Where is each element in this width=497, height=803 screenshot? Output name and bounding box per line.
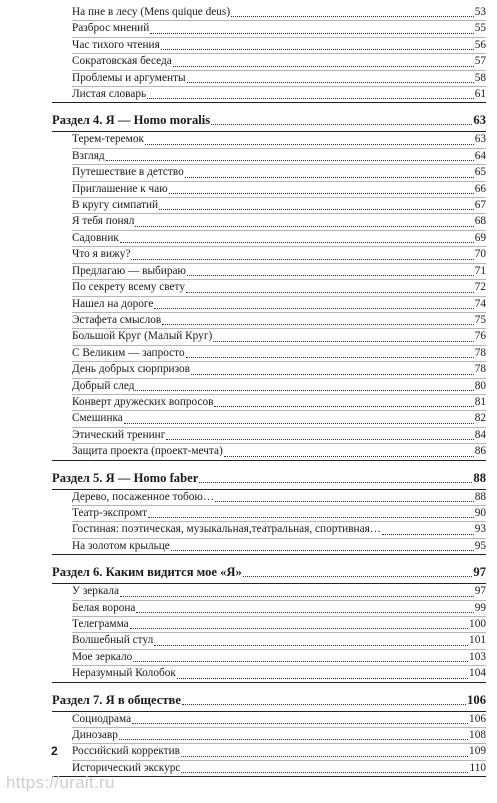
dot-leader <box>213 341 473 342</box>
dot-leader <box>382 534 474 535</box>
dot-leader <box>124 423 474 424</box>
dot-leader <box>161 49 474 50</box>
toc-entry[interactable] <box>72 506 486 522</box>
entry-page-number: 57 <box>474 55 486 68</box>
dot-leader <box>177 678 468 679</box>
toc-entry[interactable] <box>72 264 486 280</box>
entry-title: На золотом крыльце <box>72 539 170 552</box>
toc-section <box>52 461 486 556</box>
toc-entry[interactable] <box>72 428 486 444</box>
entry-page-number: 97 <box>474 585 486 598</box>
dot-leader <box>186 357 474 358</box>
toc-entry[interactable] <box>72 633 486 649</box>
entry-title: Конверт дружеских вопросов <box>72 395 214 408</box>
dot-leader <box>150 33 473 34</box>
dot-leader <box>154 308 473 309</box>
dot-leader <box>159 209 474 210</box>
dot-leader <box>214 406 473 407</box>
toc-entry[interactable] <box>72 38 486 54</box>
dot-leader <box>199 482 472 483</box>
entry-page-number: 106 <box>469 712 486 725</box>
toc-section <box>52 103 486 460</box>
toc-entry[interactable] <box>72 728 486 744</box>
entry-page-number: 72 <box>474 281 486 294</box>
toc-entry[interactable] <box>72 149 486 165</box>
entry-page-number: 58 <box>474 71 486 84</box>
toc-entry[interactable] <box>72 21 486 37</box>
dot-leader <box>169 193 474 194</box>
entry-title: Российский корректив <box>72 745 180 758</box>
entry-page-number: 66 <box>474 182 486 195</box>
entry-title: Театр-экспромт <box>72 506 148 519</box>
dot-leader <box>182 704 466 705</box>
dot-leader <box>211 124 472 125</box>
entry-page-number: 69 <box>474 231 486 244</box>
entry-title: Гостиная: поэтическая, музыкальная,театральная, спортивная… <box>72 523 382 536</box>
entry-title: Неразумный Колобок <box>72 667 176 680</box>
section-page-number: 88 <box>473 470 486 485</box>
section-page-number: 106 <box>467 692 486 707</box>
dot-leader <box>187 82 474 83</box>
toc-entry[interactable] <box>72 313 486 329</box>
dot-leader <box>131 259 473 260</box>
toc-entry[interactable] <box>72 231 486 247</box>
toc-entry[interactable] <box>72 666 486 681</box>
entry-page-number: 74 <box>474 297 486 310</box>
toc-entry[interactable] <box>72 395 486 411</box>
entry-title: По секрету всему свету <box>72 281 185 294</box>
entry-title: Смешинка <box>72 412 123 425</box>
entry-page-number: 56 <box>474 38 486 51</box>
entry-page-number: 110 <box>469 761 486 774</box>
entry-page-number: 101 <box>469 634 486 647</box>
entry-page-number: 109 <box>469 745 486 758</box>
toc-entry[interactable] <box>72 165 486 181</box>
page-number: 2 <box>51 744 58 758</box>
dot-leader <box>171 550 474 551</box>
section-heading[interactable] <box>52 103 486 132</box>
entry-title: День добрых сюрпризов <box>72 363 190 376</box>
dot-leader <box>186 292 474 293</box>
entry-page-number: 78 <box>474 346 486 359</box>
entry-page-number: 61 <box>474 88 486 101</box>
section-title: Раздел 4. Я — Homo moralis <box>52 113 211 128</box>
entry-title: Социодрама <box>72 712 132 725</box>
entry-title: Защита проекта (проект-мечта) <box>72 445 223 458</box>
dot-leader <box>181 756 468 757</box>
dot-leader <box>154 645 468 646</box>
entry-page-number: 70 <box>474 248 486 261</box>
entry-title: Что я вижу? <box>72 248 131 261</box>
entry-page-number: 84 <box>474 428 486 441</box>
entry-title: Белая ворона <box>72 601 136 614</box>
entry-page-number: 76 <box>474 330 486 343</box>
section-heading[interactable] <box>52 683 486 712</box>
entry-title: Эстафета смыслов <box>72 313 162 326</box>
toc-entry[interactable] <box>72 584 486 600</box>
entry-title: Телеграмма <box>72 618 129 630</box>
toc-entry[interactable] <box>72 329 486 345</box>
entry-title: Час тихого чтения <box>72 38 160 51</box>
dot-leader <box>130 628 468 629</box>
toc-entry[interactable] <box>72 617 486 633</box>
toc-entry[interactable] <box>72 182 486 198</box>
entry-page-number: 78 <box>474 363 486 376</box>
dot-leader <box>243 576 473 577</box>
entry-title: У зеркала <box>72 585 120 598</box>
entry-page-number: 75 <box>474 313 486 326</box>
dot-leader <box>120 596 474 597</box>
dot-leader <box>181 772 468 773</box>
entry-page-number: 64 <box>474 149 486 162</box>
dot-leader <box>136 612 473 613</box>
dot-leader <box>120 242 474 243</box>
dot-leader <box>135 390 473 391</box>
toc-entry[interactable] <box>72 54 486 70</box>
toc-entry[interactable] <box>72 87 486 102</box>
dot-leader <box>147 98 474 99</box>
entry-page-number: 93 <box>474 523 486 536</box>
toc-entry[interactable] <box>72 132 486 148</box>
entry-title: Мое зеркало <box>72 650 133 663</box>
entry-page-number: 71 <box>474 264 486 277</box>
dot-leader <box>132 723 468 724</box>
entry-page-number: 95 <box>474 539 486 552</box>
section-title: Раздел 6. Каким видится мое «Я» <box>52 565 242 580</box>
entry-title: Этический тренинг <box>72 428 166 441</box>
section-page-number: 63 <box>473 113 486 128</box>
toc-entry[interactable] <box>72 362 486 378</box>
entry-title: Проблемы и аргументы <box>72 71 186 84</box>
entry-title: С Великим — запросто <box>72 346 185 359</box>
dot-leader <box>148 517 474 518</box>
entry-page-number: 100 <box>469 618 486 630</box>
entry-page-number: 82 <box>474 412 486 425</box>
entry-page-number: 86 <box>474 445 486 458</box>
toc-entry[interactable] <box>72 490 486 506</box>
entry-title: Дерево, посаженное тобою… <box>72 490 215 503</box>
watermark: https://urait.ru <box>6 773 115 792</box>
toc-entry[interactable] <box>72 280 486 296</box>
entry-page-number: 68 <box>474 215 486 228</box>
entry-title: Нашел на дороге <box>72 297 154 310</box>
toc-entry[interactable] <box>72 539 486 554</box>
toc-section <box>52 683 486 778</box>
toc-entry[interactable] <box>72 198 486 214</box>
entry-page-number: 80 <box>474 379 486 392</box>
entry-title: Динозавр <box>72 729 118 742</box>
entry-title: Терем-теремок <box>72 133 144 146</box>
entry-page-number: 88 <box>474 490 486 503</box>
entry-page-number: 55 <box>474 22 486 35</box>
toc-entry[interactable] <box>72 744 486 760</box>
entry-page-number: 108 <box>469 729 486 742</box>
toc-entry[interactable] <box>72 5 486 21</box>
entry-title: Я тебя понял <box>72 215 135 228</box>
toc-entry[interactable] <box>72 650 486 666</box>
dot-leader <box>187 275 474 276</box>
entry-page-number: 103 <box>469 650 486 663</box>
entry-page-number: 104 <box>469 667 486 680</box>
entry-title: Садовник <box>72 231 119 244</box>
entry-title: Волшебный стул <box>72 634 154 647</box>
toc-entry[interactable] <box>72 411 486 427</box>
toc-entry[interactable] <box>72 297 486 313</box>
table-of-contents <box>52 5 486 777</box>
toc-entry[interactable] <box>72 522 486 538</box>
toc-section <box>52 555 486 682</box>
section-title: Раздел 5. Я — Homo faber <box>52 470 199 485</box>
dot-leader <box>162 324 474 325</box>
toc-entry[interactable] <box>72 71 486 87</box>
entry-page-number: 67 <box>474 199 486 212</box>
toc-section <box>52 5 486 103</box>
dot-leader <box>231 16 474 17</box>
dot-leader <box>173 66 474 67</box>
dot-leader <box>119 739 468 740</box>
entry-title: В кругу симпатий <box>72 199 159 212</box>
section-heading[interactable] <box>52 555 486 584</box>
dot-leader <box>185 177 474 178</box>
section-title: Раздел 7. Я в обществе <box>52 692 181 707</box>
dot-leader <box>166 439 473 440</box>
entry-title: На пне в лесу (Mens quique deus) <box>72 6 231 18</box>
dot-leader <box>215 501 474 502</box>
toc-entry[interactable] <box>72 346 486 362</box>
entry-title: Разброс мнений <box>72 22 150 35</box>
entry-title: Листая словарь <box>72 88 147 101</box>
entry-title: Исторический экскурс <box>72 761 181 774</box>
toc-entry[interactable] <box>72 444 486 459</box>
dot-leader <box>135 226 473 227</box>
toc-entry[interactable] <box>72 761 486 776</box>
dot-leader <box>145 144 474 145</box>
entry-title: Взгляд <box>72 149 105 162</box>
toc-entry[interactable] <box>72 712 486 728</box>
entry-page-number: 63 <box>474 133 486 146</box>
section-heading[interactable] <box>52 461 486 490</box>
entry-title: Большой Круг (Малый Круг) <box>72 330 213 343</box>
entry-title: Путешествие в детство <box>72 166 184 179</box>
dot-leader <box>133 661 468 662</box>
entry-title: Предлагаю — выбираю <box>72 264 186 277</box>
entry-page-number: 53 <box>474 6 486 18</box>
entry-title: Сократовская беседа <box>72 55 172 68</box>
entry-page-number: 90 <box>474 506 486 519</box>
toc-entry[interactable] <box>72 601 486 617</box>
dot-leader <box>191 374 474 375</box>
dot-leader <box>224 456 474 457</box>
entry-title: Приглашение к чаю <box>72 182 168 195</box>
dot-leader <box>106 160 474 161</box>
entry-page-number: 81 <box>474 395 486 408</box>
toc-entry[interactable] <box>72 247 486 263</box>
toc-entry[interactable] <box>72 214 486 230</box>
entry-page-number: 65 <box>474 166 486 179</box>
section-page-number: 97 <box>473 565 486 580</box>
entry-title: Добрый след <box>72 379 135 392</box>
toc-entry[interactable] <box>72 379 486 395</box>
entry-page-number: 99 <box>474 601 486 614</box>
